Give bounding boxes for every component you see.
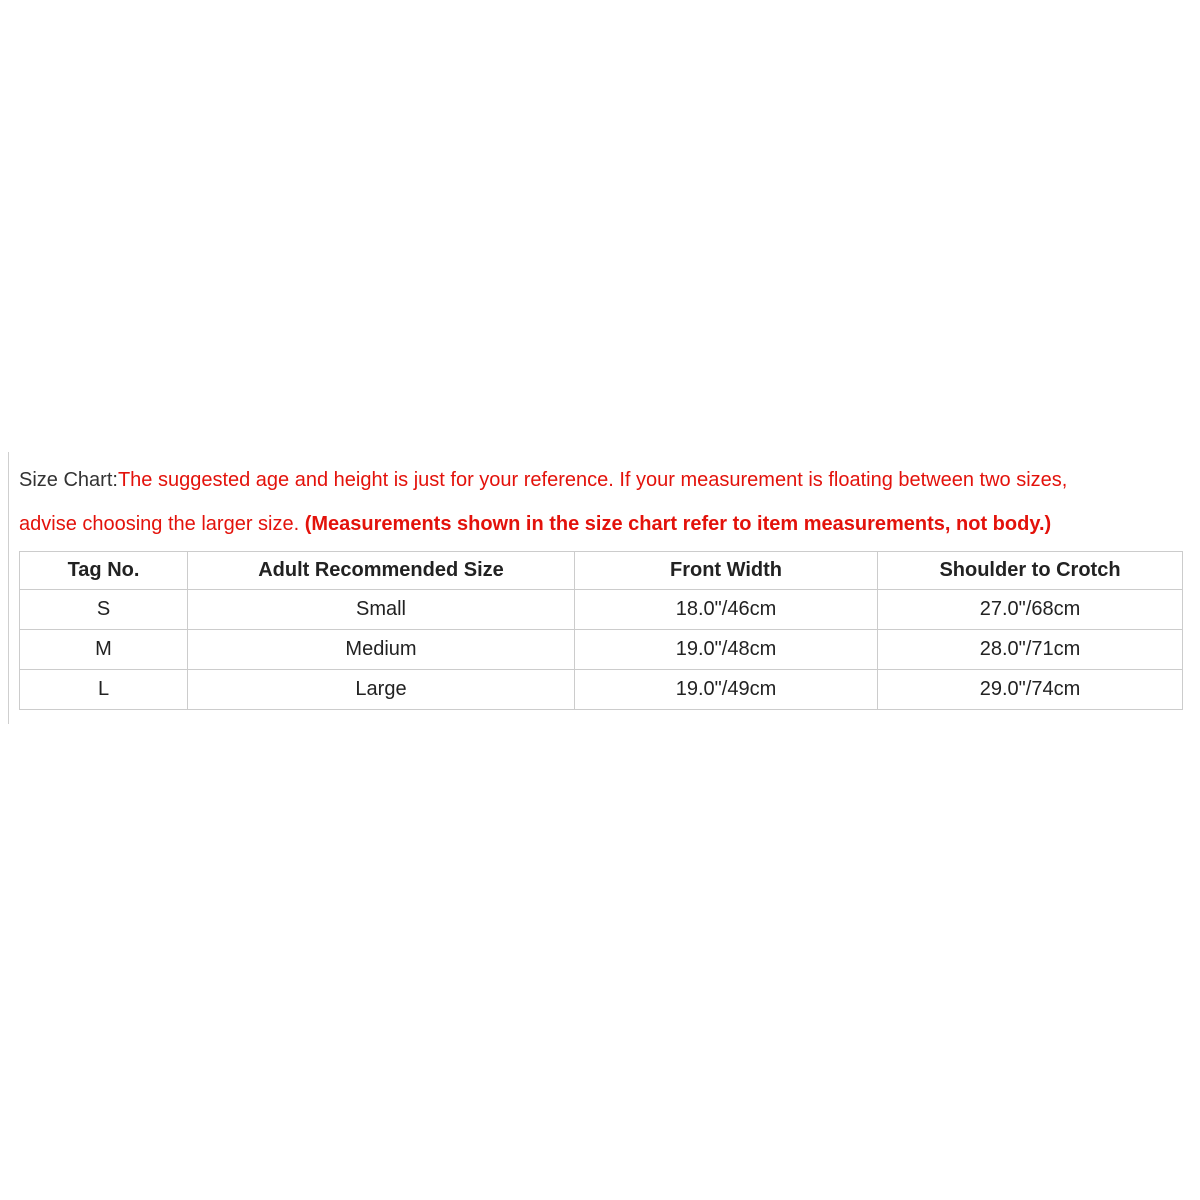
intro-line-1	[19, 458, 1189, 502]
table-row	[20, 630, 1183, 670]
header-adult-size: Adult Recommended Size	[188, 552, 575, 590]
header-front-width: Front Width	[575, 552, 878, 590]
cell-tag: L	[20, 670, 188, 710]
table-header-row	[20, 552, 1183, 590]
intro-text-2: advise choosing the larger size.	[19, 513, 305, 535]
cell-tag: M	[20, 630, 188, 670]
cell-shoulder-to-crotch: 28.0"/71cm	[878, 630, 1183, 670]
size-chart-table	[19, 551, 1183, 710]
cell-shoulder-to-crotch: 29.0"/74cm	[878, 670, 1183, 710]
left-divider	[8, 452, 9, 724]
table-row	[20, 670, 1183, 710]
header-tag-no: Tag No.	[20, 552, 188, 590]
cell-shoulder-to-crotch: 27.0"/68cm	[878, 590, 1183, 630]
table-row	[20, 590, 1183, 630]
cell-front-width: 18.0"/46cm	[575, 590, 878, 630]
cell-size: Small	[188, 590, 575, 630]
intro-line-2	[19, 502, 1189, 546]
size-chart-label: Size Chart:	[19, 469, 118, 491]
measurement-note: (Measurements shown in the size chart refer to item measurements, not body.)	[304, 513, 1052, 535]
cell-front-width: 19.0"/49cm	[575, 670, 878, 710]
cell-size: Large	[188, 670, 575, 710]
cell-size: Medium	[188, 630, 575, 670]
cell-tag: S	[20, 590, 188, 630]
header-shoulder-to-crotch: Shoulder to Crotch	[878, 552, 1183, 590]
intro-text-1: The suggested age and height is just for your reference. If your measurement is floating between two sizes,	[117, 469, 1068, 491]
size-chart-intro	[19, 458, 1189, 546]
cell-front-width: 19.0"/48cm	[575, 630, 878, 670]
